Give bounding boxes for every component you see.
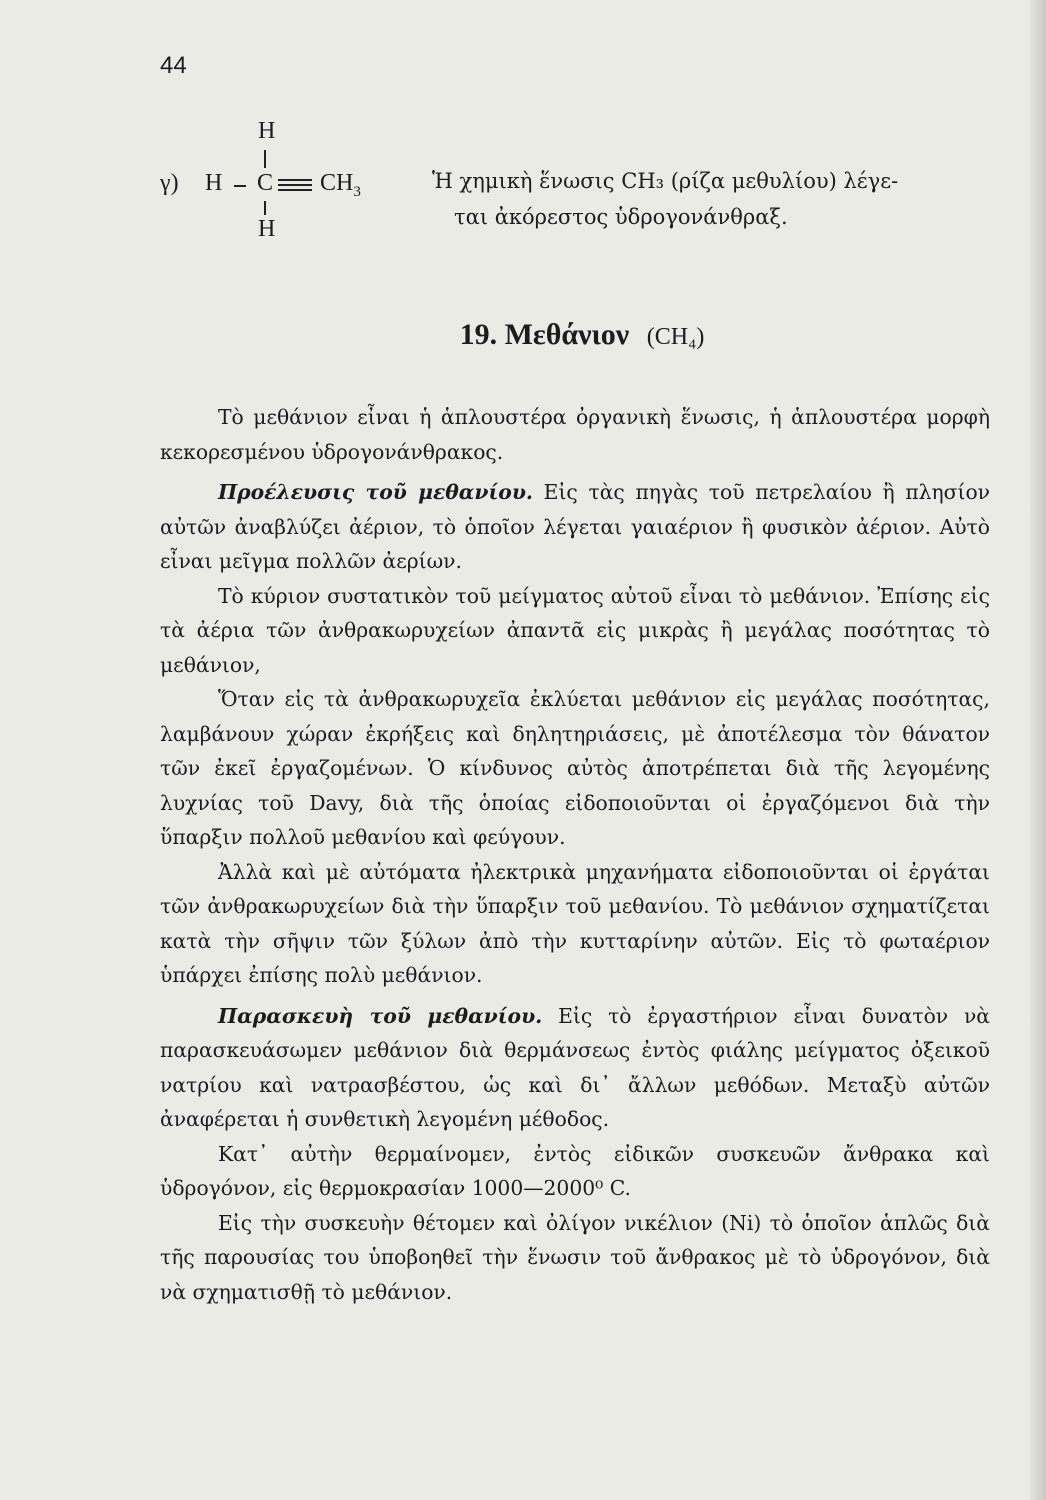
formula-note-line-2: ται ἀκόρεστος ὑδρογονάνθραξ.: [454, 205, 788, 229]
formula-note-line-1: Ἡ χημικὴ ἕνωσις CH₃ (ρίζα μεθυλίου) λέγε-: [432, 169, 899, 193]
origin-text: Εἰς τὰς πηγὰς τοῦ πετρελαίου ἢ πλησίον αὐτῶν ἀναβλύζει ἀέριον, τὸ ὁποῖον λέγεται γαιαέριον ἢ φυσικὸν ἀέριον. Αὐτὸ εἶναι μεῖγμα πολλῶν ἀερίων.: [160, 480, 990, 573]
atom-h-bottom: H: [258, 216, 276, 242]
paragraph-detectors: Ἀλλὰ καὶ μὲ αὐτόματα ἠλεκτρικὰ μηχανήματα εἰδοποιοῦνται οἱ ἐργάται τῶν ἀνθρακωρυχείων διὰ τὴν ὕπαρξιν τοῦ μεθανίου. Τὸ μεθάνιον σχηματίζεται κατὰ τὴν σῆψιν τῶν ξύλων ἀπὸ τὴν κυτταρίνην αὐτῶν. Εἰς τὸ φωταέριον ὑπάρχει ἐπίσης πολὺ μεθάνιον.: [160, 859, 990, 987]
paragraph-main-component: Τὸ κύριον συστατικὸν τοῦ μείγματος αὐτοῦ εἶναι τὸ μεθάνιον. Ἐπίσης εἰς τὰ ἀέρια τῶν ἀνθρακωρυχείων ἀπαντᾶ εἰς μικρὰς ἢ μεγάλας ποσότητας τὸ μεθάνιον,: [160, 583, 990, 677]
atom-h-left: H: [205, 170, 223, 196]
atom-c: C: [257, 170, 274, 196]
formula-label: γ): [160, 170, 179, 196]
section-number: 19.: [459, 318, 498, 351]
bond-triple-1: [278, 179, 312, 181]
ch3-symbol: CH: [320, 170, 354, 196]
section-formula: (CH₄): [646, 324, 705, 350]
atom-h-top: H: [258, 118, 276, 144]
bond-c-h-bottom: [264, 201, 266, 215]
section-title: Μεθάνιον: [504, 318, 630, 351]
formula-note: [432, 163, 992, 235]
bond-c-h-top: [264, 150, 266, 168]
ch3-subscript: 3: [353, 183, 361, 200]
paragraph-origin: [160, 475, 990, 579]
structural-formula: [160, 118, 420, 248]
paragraph-synthesis: Κατ᾿ αὐτὴν θερμαίνομεν, ἐντὸς εἰδικῶν συσκευῶν ἄνθρακα καὶ ὑδρογόνον, εἰς θερμοκρασίαν 1000—2000⁰ C.: [160, 1141, 990, 1200]
preparation-text: Εἰς τὸ ἐργαστήριον εἶναι δυνατὸν νὰ παρασκευάσωμεν μεθάνιον διὰ θερμάνσεως ἐντὸς φιάλης μείγματος ὀξεικοῦ νατρίου καὶ νατρασβέστου, ὡς καὶ δι᾿ ἄλλων μεθόδων. Μεταξὺ αὐτῶν ἀναφέρεται ἡ συνθετικὴ λεγομένη μέθοδος.: [160, 1003, 990, 1131]
preparation-heading: Παρασκευὴ τοῦ μεθανίου.: [218, 1003, 543, 1028]
page-edge-shadow: [1030, 0, 1046, 1500]
atom-ch3: [320, 170, 361, 201]
bond-triple-2: [278, 184, 312, 186]
body-text: [160, 400, 990, 1309]
bond-triple-3: [278, 189, 312, 191]
bond-h-c: [234, 185, 246, 187]
section-heading: [0, 318, 1046, 352]
page-number: 44: [160, 52, 187, 79]
paragraph-catalyst: Εἰς τὴν συσκευὴν θέτομεν καὶ ὀλίγον νικέλιον (Ni) τὸ ὁποῖον ἁπλῶς διὰ τῆς παρουσίας του ὑποβοηθεῖ τὴν ἕνωσιν τοῦ ἄνθρακος μὲ τὸ ὑδρογόνον, διὰ νὰ σχηματισθῇ τὸ μεθάνιον.: [160, 1210, 990, 1304]
paragraph-preparation: [160, 999, 990, 1137]
paragraph-mine-danger: Ὅταν εἰς τὰ ἀνθρακωρυχεῖα ἐκλύεται μεθάνιον εἰς μεγάλας ποσότητας, λαμβάνουν χώραν ἐκρήξεις καὶ δηλητηριάσεις, μὲ ἀποτέλεσμα τὸν θάνατον τῶν ἐκεῖ ἐργαζομένων. Ὁ κίνδυνος αὐτὸς ἀποτρέπεται διὰ τῆς λεγομένης λυχνίας τοῦ Davy, διὰ τῆς ὁποίας εἰδοποιοῦνται οἱ ἐργαζόμενοι διὰ τὴν ὕπαρξιν πολλοῦ μεθανίου καὶ φεύγουν.: [160, 687, 990, 849]
origin-heading: Προέλευσις τοῦ μεθανίου.: [218, 480, 533, 504]
paragraph-definition: Τὸ μεθάνιον εἶναι ἡ ἁπλουστέρα ὀργανικὴ ἕνωσις, ἡ ἁπλουστέρα μορφὴ κεκορεσμένου ὑδρογονάνθρακος.: [160, 405, 990, 464]
